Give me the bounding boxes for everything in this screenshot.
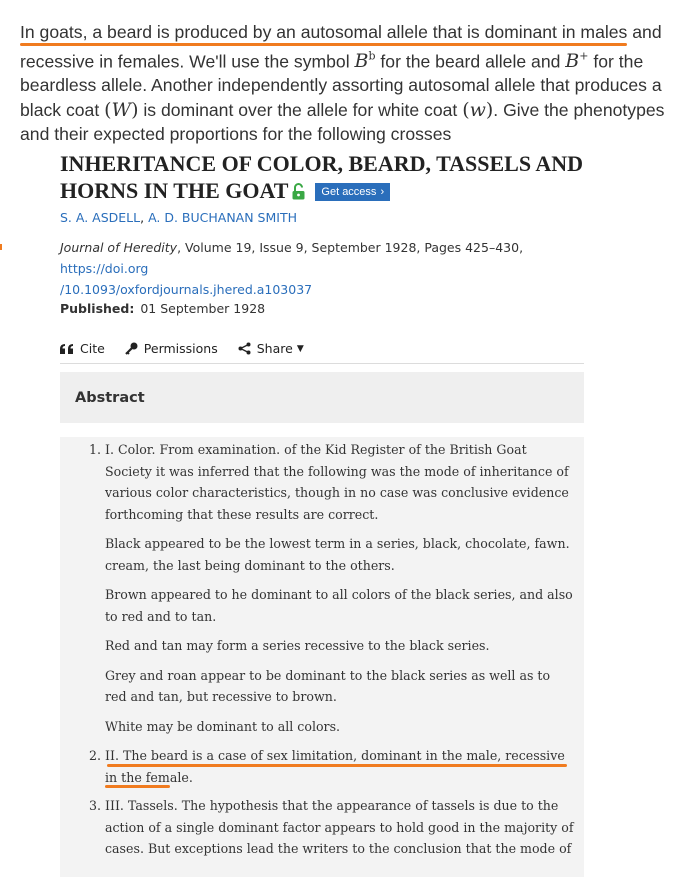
get-access-button[interactable]: Get access › <box>315 183 390 201</box>
abstract-heading-bar <box>60 372 584 423</box>
published-date: Published: 01 September 1928 <box>60 301 266 316</box>
edge-mark <box>0 244 2 250</box>
abstract-heading: Abstract <box>75 389 145 406</box>
orange-underline <box>105 785 170 788</box>
article-card <box>60 150 584 877</box>
beard-allele-symbol: $B^b$ <box>354 49 376 72</box>
authors: S. A. ASDELL, A. D. BUCHANAN SMITH <box>60 210 297 225</box>
citation: Journal of Heredity, Volume 19, Issue 9, September 1928, Pages 425–430, https://doi.org /10.1093/oxfordjournals.jhered.a103037 <box>60 240 524 297</box>
highlighted-question-lead: In goats, a beard is produced by an autosomal allele that is dominant in males <box>20 22 627 42</box>
abstract-item-tassels: 3. III. Tassels. The hypothesis that the appearance of tassels is due to the action of a single dominant factor appears to hold good in the majority of cases. But exceptions lead the writers to the conclusion that the mode of <box>105 795 574 860</box>
article-title: INHERITANCE OF COLOR, BEARD, TASSELS AND HORNS IN THE GOAT Get access › <box>60 150 584 206</box>
cite-button[interactable]: Cite <box>60 341 105 356</box>
doi-link[interactable]: https://doi.org /10.1093/oxfordjournals.jhered.a103037 <box>60 261 313 297</box>
orange-underline <box>20 43 627 46</box>
permissions-button[interactable]: Permissions <box>125 341 218 356</box>
author-link[interactable]: A. D. BUCHANAN SMITH <box>148 210 297 225</box>
caret-down-icon: ▼ <box>296 343 304 354</box>
key-icon <box>125 342 138 355</box>
black-allele-symbol: W <box>111 98 132 121</box>
share-icon <box>238 342 251 355</box>
white-allele-symbol: w <box>469 98 486 121</box>
article-toolbar <box>60 341 584 364</box>
author-link[interactable]: S. A. ASDELL <box>60 210 141 225</box>
abstract-item-color: 1. I. Color. From examination. of the Kid Register of the British Goat Society it was inferred that the following was the mode of inheritance of various color characteristics, though in no case was conclusive evidence forthcoming that these results are correct. Black appeared to be the lowest term in a series, black, chocolate, fawn. cream, the last being dominant to the others. Brown appeared to he dominant to all colors of the black series, and also to red and to tan. Red and tan may form a series recessive to the black series. Grey and roan appear to be dominant to the black series as well as to red and tan, but recessive to brown. White may be dominant to all colors. <box>105 439 574 737</box>
question-text: In goats, a beard is produced by an autosomal allele that is dominant in males and recessive in females. We'll use the symbol $B^b$ for the beard allele and B+ for the beardless allele. Another independently assorting autosomal allele that produces a black coat (W) is dominant over the allele for white coat (w). Give the phenotypes and their expected proportions for the following crosses <box>20 22 665 145</box>
highlighted-beard-statement: II. The beard is a case of sex limitation, dominant in the male, recessive in the female. <box>105 748 565 785</box>
abstract-body <box>60 437 584 877</box>
abstract-item-beard <box>105 745 574 788</box>
beardless-allele-symbol: B+ <box>565 49 589 72</box>
orange-underline <box>107 764 567 767</box>
open-lock-icon <box>292 179 305 206</box>
quote-icon <box>60 344 74 354</box>
share-dropdown[interactable]: Share ▼ <box>238 341 304 356</box>
